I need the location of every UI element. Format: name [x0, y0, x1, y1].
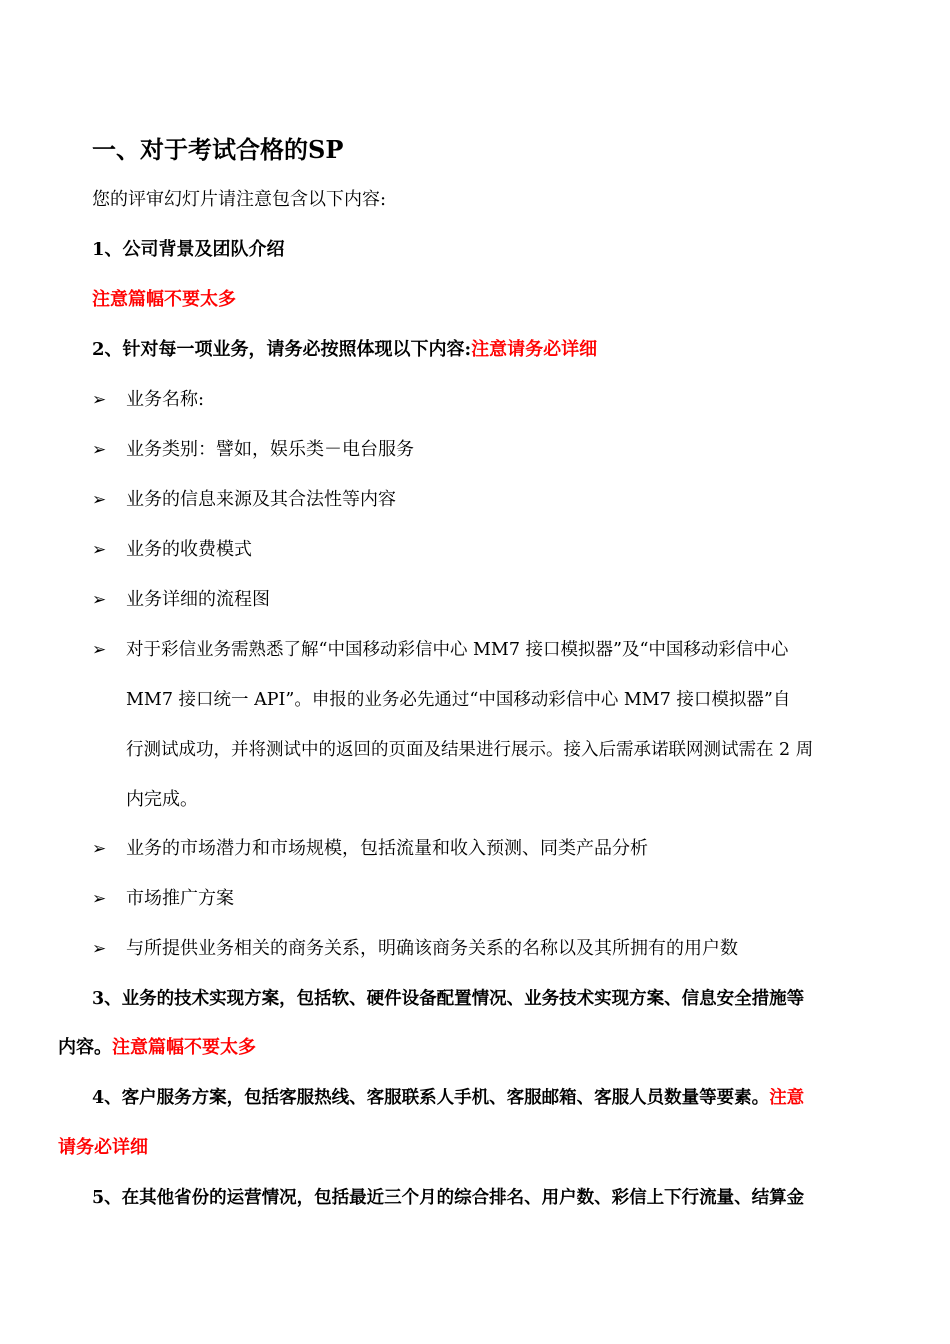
bullet-item: 业务的市场潜力和市场规模，包括流量和收入预测、同类产品分析: [126, 838, 648, 859]
bullet-item: 业务名称:: [126, 389, 205, 410]
bullet-item: 与所提供业务相关的商务关系，明确该商务关系的名称以及其所拥有的用户数: [126, 938, 738, 959]
section4-line1: 4、客户服务方案，包括客服热线、客服联系人手机、客服邮箱、客服人员数量等要素。: [92, 1088, 770, 1108]
section1-note: 注意篇幅不要太多: [92, 289, 236, 310]
bullet-arrow-icon: ➢: [92, 640, 107, 660]
section3-line2: 内容。: [58, 1037, 112, 1058]
section3-note: 注意篇幅不要太多: [112, 1037, 256, 1058]
long-bullet-line: 行测试成功，并将测试中的返回的页面及结果进行展示。接入后需承诺联网测试需在 2 周: [126, 740, 814, 760]
section1-title: 1、公司背景及团队介绍: [92, 239, 285, 260]
section4-note-part1: 注意: [769, 1088, 805, 1108]
bullet-item: 业务类别：譬如，娱乐类－电台服务: [126, 439, 414, 460]
bullet-item: 业务详细的流程图: [126, 589, 270, 610]
bullet-arrow-icon: ➢: [92, 839, 107, 859]
bullet-arrow-icon: ➢: [92, 440, 107, 460]
bullet-item: 市场推广方案: [126, 888, 234, 909]
bullet-arrow-icon: ➢: [92, 889, 107, 909]
bullet-arrow-icon: ➢: [92, 390, 107, 410]
heading: 一、对于考试合格的SP: [92, 135, 344, 164]
long-bullet-line: 内完成。: [126, 789, 198, 810]
bullet-arrow-icon: ➢: [92, 590, 107, 610]
long-bullet-line: MM7 接口统一 API”。申报的业务必先通过“中国移动彩信中心 MM7 接口模拟器”自: [126, 690, 791, 710]
section4-line1-row: [92, 1086, 804, 1110]
section2-note: 注意请务必详细: [471, 339, 598, 360]
bullet-arrow-icon: ➢: [92, 540, 107, 560]
bullet-item: 业务的信息来源及其合法性等内容: [126, 489, 396, 510]
long-bullet-line: 对于彩信业务需熟悉了解“中国移动彩信中心 MM7 接口模拟器”及“中国移动彩信中心: [126, 640, 789, 660]
section2-title: 2、针对每一项业务，请务必按照体现以下内容:: [92, 339, 472, 360]
bullet-arrow-icon: ➢: [92, 939, 107, 959]
intro-text: 您的评审幻灯片请注意包含以下内容:: [92, 189, 387, 210]
section3-line1: 3、业务的技术实现方案，包括软、硬件设备配置情况、业务技术实现方案、信息安全措施等: [92, 989, 805, 1009]
bullet-item: 业务的收费模式: [126, 539, 252, 560]
section4-note-part2: 请务必详细: [58, 1137, 148, 1158]
bullet-arrow-icon: ➢: [92, 490, 107, 510]
section3-line2-row: [58, 1036, 256, 1060]
section2-title-row: [92, 338, 597, 362]
section5-line1: 5、在其他省份的运营情况，包括最近三个月的综合排名、用户数、彩信上下行流量、结算金: [92, 1188, 805, 1208]
